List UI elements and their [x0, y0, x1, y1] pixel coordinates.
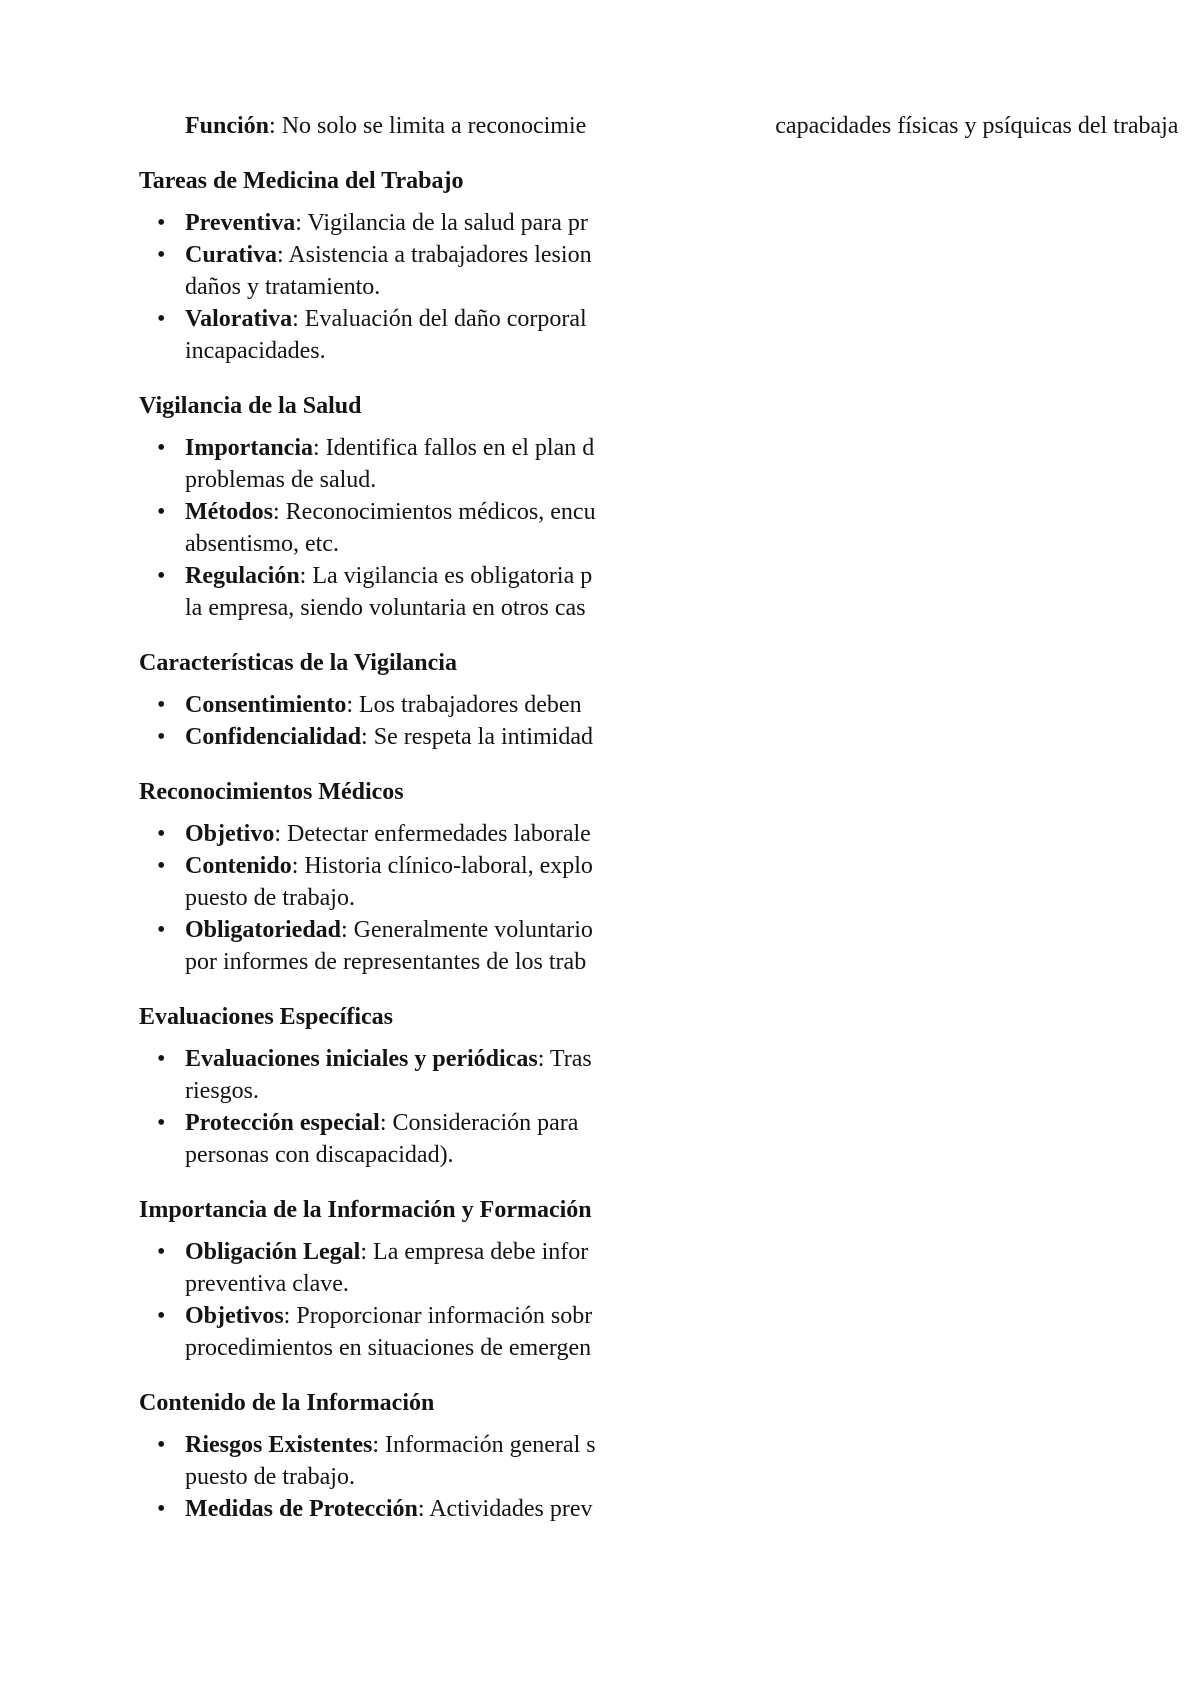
bullet-item: [0, 1236, 1191, 1268]
bullet-item: [0, 1107, 1191, 1139]
bullet-item: [0, 1493, 1191, 1525]
bullet-continuation-line: preventiva clave.: [185, 1271, 349, 1297]
bullet-text: : Tras: [537, 1046, 592, 1072]
bullet-list: [0, 1043, 1191, 1171]
bullet-continuation-line: puesto de trabajo.: [185, 885, 355, 911]
bullet-term: Objetivos: [185, 1303, 284, 1329]
bullet-marker: •: [157, 435, 166, 461]
bullet-term: Valorativa: [185, 306, 293, 332]
bullet-text: : Evaluación del daño corporal: [292, 306, 587, 332]
bullet-list: [0, 1429, 1191, 1525]
bullet-term: Riesgos Existentes: [185, 1432, 373, 1458]
bullet-item: [0, 560, 1191, 592]
bullet-text: : Generalmente voluntario: [341, 917, 593, 943]
bullet-item: [0, 303, 1191, 335]
bullet-marker: •: [157, 1110, 166, 1136]
bullet-marker: •: [157, 1496, 166, 1522]
bullet-text: : Historia clínico-laboral, explo: [291, 853, 593, 879]
intro-continuation-line: capacidades físicas y psíquicas del trabaja: [775, 113, 1179, 139]
bullet-continuation-line: por informes de representantes de los trab: [185, 949, 587, 975]
document-section: [0, 1386, 1191, 1525]
intro-text: : No solo se limita a reconocimie: [269, 113, 587, 139]
section-heading: Importancia de la Información y Formación: [139, 1197, 592, 1223]
bullet-term: Protección especial: [185, 1110, 380, 1136]
bullet-text: : La empresa debe infor: [360, 1239, 589, 1265]
document-section: [0, 1000, 1191, 1171]
bullet-item: [0, 1429, 1191, 1461]
bullet-list: [0, 689, 1191, 753]
bullet-text: : Reconocimientos médicos, encu: [272, 499, 596, 525]
bullet-text: : Identifica fallos en el plan d: [313, 435, 595, 461]
section-heading: Tareas de Medicina del Trabajo: [139, 168, 464, 194]
bullet-item: [0, 239, 1191, 271]
bullet-continuation-line: problemas de salud.: [185, 467, 377, 493]
bullet-marker: •: [157, 499, 166, 525]
section-heading: Características de la Vigilancia: [139, 650, 457, 676]
bullet-text: : Proporcionar información sobr: [283, 1303, 593, 1329]
bullet-marker: •: [157, 917, 166, 943]
bullet-term: Métodos: [185, 499, 273, 525]
document-section: [0, 775, 1191, 978]
bullet-list: [0, 207, 1191, 367]
bullet-text: : La vigilancia es obligatoria p: [299, 563, 593, 589]
bullet-text: : Información general s: [372, 1432, 596, 1458]
bullet-text: : Detectar enfermedades laborale: [274, 821, 591, 847]
document-section: [0, 646, 1191, 753]
bullet-term: Regulación: [185, 563, 300, 589]
bullet-marker: •: [157, 692, 166, 718]
bullet-term: Importancia: [185, 435, 313, 461]
bullet-text: : Consideración para: [379, 1110, 579, 1136]
sections-container: [0, 164, 1191, 1525]
bullet-text: : Vigilancia de la salud para pr: [295, 210, 588, 236]
bullet-marker: •: [157, 821, 166, 847]
bullet-marker: •: [157, 242, 166, 268]
bullet-item: [0, 721, 1191, 753]
bullet-item: [0, 689, 1191, 721]
bullet-text: : Los trabajadores deben: [346, 692, 582, 718]
bullet-marker: •: [157, 1046, 166, 1072]
bullet-continuation-line: absentismo, etc.: [185, 531, 339, 557]
bullet-term: Preventiva: [185, 210, 296, 236]
bullet-term: Consentimiento: [185, 692, 347, 718]
bullet-continuation-line: riesgos.: [185, 1078, 259, 1104]
bullet-item: [0, 850, 1191, 882]
section-heading: Vigilancia de la Salud: [139, 393, 362, 419]
bullet-item: [0, 432, 1191, 464]
bullet-term: Obligación Legal: [185, 1239, 361, 1265]
section-heading: Evaluaciones Específicas: [139, 1004, 394, 1030]
bullet-list: [0, 1236, 1191, 1364]
bullet-text: : Asistencia a trabajadores lesion: [277, 242, 592, 268]
bullet-term: Contenido: [185, 853, 292, 879]
bullet-text: : Actividades prev: [417, 1496, 593, 1522]
bullet-marker: •: [157, 853, 166, 879]
bullet-continuation-line: daños y tratamiento.: [185, 274, 381, 300]
bullet-continuation-line: procedimientos en situaciones de emergen: [185, 1335, 592, 1361]
document-section: [0, 1193, 1191, 1364]
bullet-term: Objetivo: [185, 821, 275, 847]
bullet-item: [0, 207, 1191, 239]
bullet-marker: •: [157, 1303, 166, 1329]
bullet-item: [0, 1043, 1191, 1075]
bullet-item: [0, 496, 1191, 528]
document-section: [0, 389, 1191, 624]
intro-term: Función: [185, 113, 270, 139]
bullet-term: Evaluaciones iniciales y periódicas: [185, 1046, 538, 1072]
bullet-marker: •: [157, 724, 166, 750]
bullet-list: [0, 432, 1191, 624]
bullet-item: [0, 818, 1191, 850]
bullet-item: [0, 914, 1191, 946]
bullet-marker: •: [157, 1239, 166, 1265]
bullet-continuation-line: la empresa, siendo voluntaria en otros cas: [185, 595, 586, 621]
bullet-list: [0, 818, 1191, 978]
intro-paragraph: [0, 110, 1191, 142]
bullet-marker: •: [157, 563, 166, 589]
bullet-continuation-line: incapacidades.: [185, 338, 326, 364]
bullet-term: Confidencialidad: [185, 724, 362, 750]
bullet-marker: •: [157, 306, 166, 332]
section-heading: Reconocimientos Médicos: [139, 779, 404, 805]
bullet-term: Medidas de Protección: [185, 1496, 418, 1522]
bullet-text: : Se respeta la intimidad: [361, 724, 593, 750]
section-heading: Contenido de la Información: [139, 1390, 435, 1416]
bullet-continuation-line: puesto de trabajo.: [185, 1464, 355, 1490]
intro-line: [185, 113, 586, 139]
bullet-continuation-line: personas con discapacidad).: [185, 1142, 454, 1168]
bullet-marker: •: [157, 1432, 166, 1458]
bullet-term: Obligatoriedad: [185, 917, 342, 943]
bullet-marker: •: [157, 210, 166, 236]
bullet-term: Curativa: [185, 242, 277, 268]
bullet-item: [0, 1300, 1191, 1332]
document-section: [0, 164, 1191, 367]
